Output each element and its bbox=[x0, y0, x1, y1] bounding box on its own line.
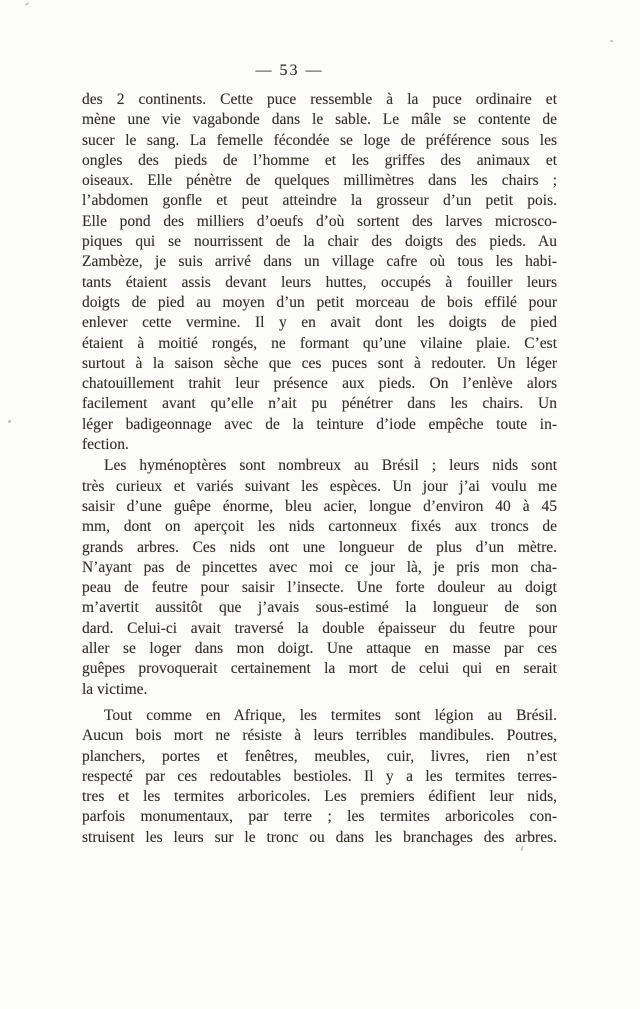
text-line: Aucun bois mort ne résiste à leurs terribles mandibules. Poutres, bbox=[82, 727, 557, 745]
text-line: dard. Celui-ci avait traversé la double épaisseur du feutre pour bbox=[82, 619, 557, 637]
text-line: aller se loger dans mon doigt. Une attaque en masse par ces bbox=[82, 640, 557, 658]
text-line: doigts de pied au moyen d’un petit morceau de bois effilé pour bbox=[82, 293, 557, 311]
paper-speck bbox=[610, 40, 613, 42]
text-line: grands arbres. Ces nids ont une longueur de plus d’un mètre. bbox=[82, 538, 557, 556]
text-line: enlever cette vermine. Il y en avait dont les doigts de pied bbox=[82, 314, 557, 332]
text-line: ongles des pieds de l’homme et les griffes des animaux et bbox=[82, 151, 557, 169]
text-line: sucer le sang. La femelle fécondée se loge de préférence sous les bbox=[82, 131, 557, 149]
text-line: mène une vie vagabonde dans le sable. Le mâle se contente de bbox=[82, 111, 557, 129]
text-line: léger badigeonnage avec de la teinture d’iode empêche toute in- bbox=[82, 415, 557, 433]
paper-speck bbox=[25, 2, 29, 6]
paper-speck bbox=[521, 846, 524, 851]
text-line: chatouillement trahit leur présence aux pieds. On l’enlève alors bbox=[82, 375, 557, 393]
paragraph bbox=[82, 456, 557, 700]
text-line: m’avertit aussitôt que j’avais sous-estimé la longueur de son bbox=[82, 599, 557, 617]
paper-speck bbox=[8, 420, 11, 423]
text-line: étaient à moitié rongés, ne formant qu’une vilaine plaie. C’est bbox=[82, 334, 557, 352]
text-line: oiseaux. Elle pénètre de quelques millimètres dans les chairs ; bbox=[82, 172, 557, 190]
paragraph bbox=[82, 90, 557, 455]
text-line: N’ayant pas de pincettes avec moi ce jour là, je pris mon cha- bbox=[82, 558, 557, 576]
text-block bbox=[82, 90, 557, 848]
text-line: saisir d’une guêpe énorme, bleu acier, longue d’environ 40 à 45 bbox=[82, 497, 557, 515]
text-line: mm, dont on aperçoit les nids cartonneux fixés aux troncs de bbox=[82, 518, 557, 536]
text-line: guêpes provoquerait certainement la mort de celui qui en serait bbox=[82, 660, 557, 678]
text-line: peau de feutre pour saisir l’insecte. Une forte douleur au doigt bbox=[82, 579, 557, 597]
text-line: tants étaient assis devant leurs huttes, occupés à fouiller leurs bbox=[82, 273, 557, 291]
text-line: très curieux et variés suivant les espèces. Un jour j’ai voulu me bbox=[82, 477, 557, 495]
text-line: Elle pond des milliers d’oeufs d’où sortent des larves microsco- bbox=[82, 212, 557, 230]
text-line: des 2 continents. Cette puce ressemble à la puce ordinaire et bbox=[82, 91, 557, 108]
text-line: facilement avant qu’elle n’ait pu pénétrer dans les chairs. Un bbox=[82, 395, 557, 413]
text-line: struisent les leurs sur le tronc ou dans les branchages des arbres. bbox=[82, 828, 557, 846]
text-line: piques qui se nourrissent de la chair des doigts des pieds. Au bbox=[82, 233, 557, 251]
text-line: respecté par ces redoutables bestioles. Il y a les termites terres- bbox=[82, 767, 557, 785]
text-line: Tout comme en Afrique, les termites sont légion au Brésil. bbox=[104, 706, 557, 724]
text-line: la victime. bbox=[82, 680, 148, 698]
text-line: l’abdomen gonfle et peut atteindre la grosseur d’un petit pois. bbox=[82, 192, 557, 210]
paragraph bbox=[82, 706, 557, 848]
text-line: Zambèze, je suis arrivé dans un village cafre où tous les habi- bbox=[82, 253, 557, 271]
text-line: planchers, portes et fenêtres, meubles, cuir, livres, rien n’est bbox=[82, 747, 557, 765]
text-line: tres et les termites arboricoles. Les premiers édifient leur nids, bbox=[82, 788, 557, 806]
page-number-header: — 53 — bbox=[255, 62, 324, 79]
text-line: surtout à la saison sèche que ces puces sont à redouter. Un léger bbox=[82, 354, 557, 372]
text-line: fection. bbox=[82, 436, 129, 454]
text-line: Les hyménoptères sont nombreux au Brésil ; leurs nids sont bbox=[104, 457, 557, 475]
text-line: parfois monumentaux, par terre ; les termites arboricoles con- bbox=[82, 808, 557, 826]
